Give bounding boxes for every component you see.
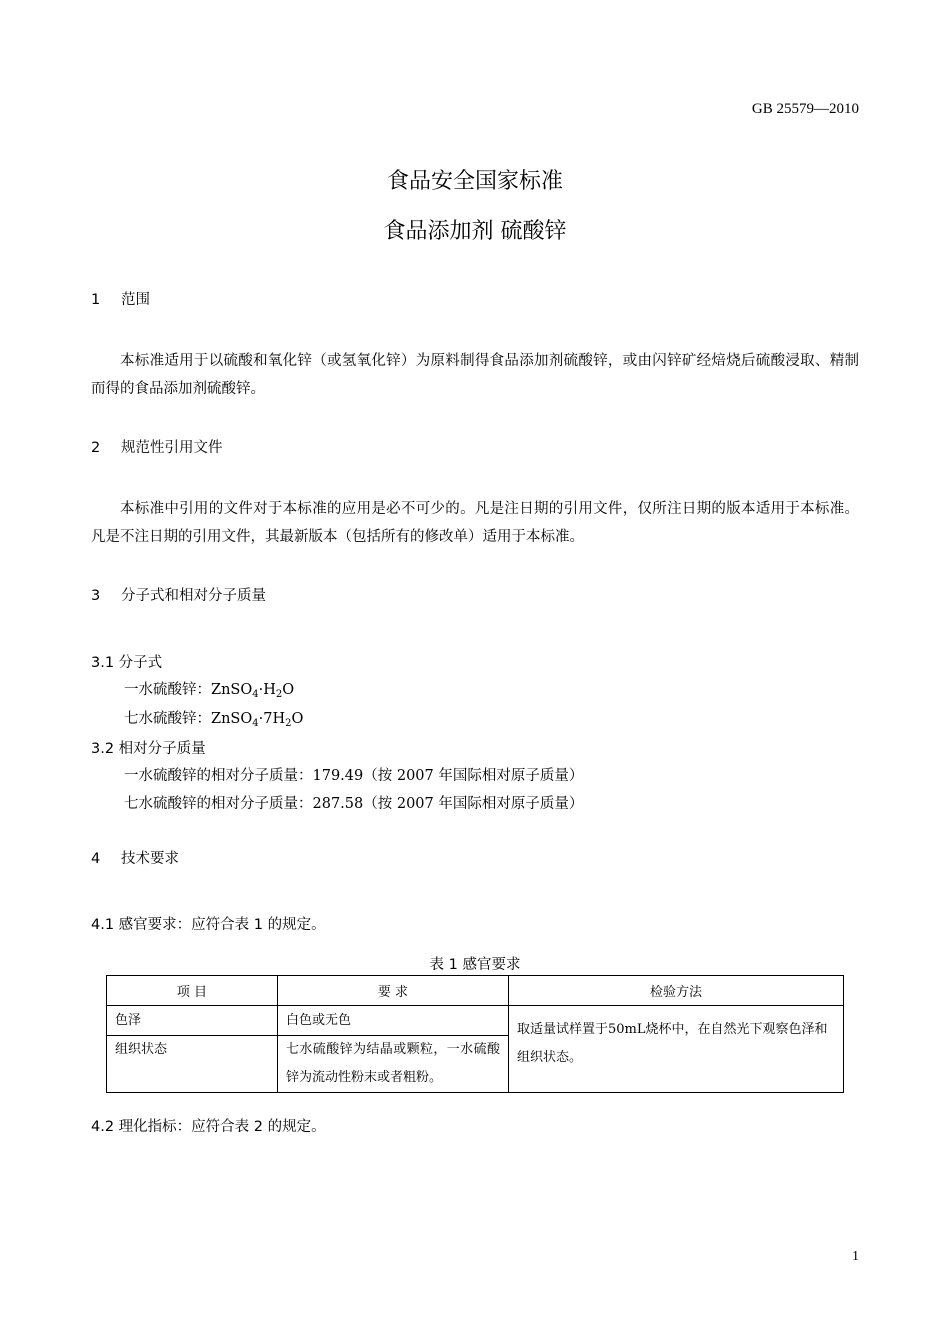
formula-part: ·7H [258, 711, 286, 727]
page-number: 1 [852, 1249, 859, 1264]
section-number: 3 [91, 588, 101, 604]
sensory-requirements-table [106, 975, 844, 1093]
section-number: 1 [91, 292, 101, 308]
molecular-mass-heptahydrate: 七水硫酸锌的相对分子质量：287.58（按 2007 年国际相对原子质量） [124, 796, 584, 812]
section-title: 分子式和相对分子质量 [121, 588, 266, 604]
formula-subscript: 4 [252, 718, 259, 729]
formula-monohydrate [124, 678, 294, 700]
table-header-item: 项 目 [107, 976, 278, 1006]
section-2-text: 本标准中引用的文件对于本标准的应用是必不可少的。凡是注日期的引用文件，仅所注日期的版本适用于本标准。凡是不注日期的引用文件，其最新版本（包括所有的修改单）适用于本标准。 [91, 501, 859, 545]
formula-heptahydrate [124, 707, 303, 729]
table-header-requirement: 要 求 [278, 976, 509, 1006]
section-title: 范围 [121, 292, 150, 308]
section-4-heading [91, 847, 179, 868]
table-row [107, 1006, 844, 1036]
section-3-1-heading: 3.1 分子式 [91, 655, 163, 671]
section-1-text: 本标准适用于以硫酸和氧化锌（或氢氧化锌）为原料制得食品添加剂硫酸锌，或由闪锌矿经焙烧后硫酸浸取、精制而得的食品添加剂硫酸锌。 [91, 353, 859, 397]
section-3-heading [91, 584, 266, 605]
section-title: 技术要求 [121, 851, 179, 867]
section-number: 4 [91, 851, 101, 867]
section-3-2-heading: 3.2 相对分子质量 [91, 741, 206, 757]
table-cell-requirement: 白色或无色 [278, 1006, 509, 1036]
section-1-heading [91, 288, 150, 309]
formula-part: ZnSO [211, 711, 253, 727]
table-caption: 表 1 感官要求 [429, 957, 521, 973]
table-cell-requirement: 七水硫酸锌为结晶或颗粒，一水硫酸锌为流动性粉末或者粗粉。 [278, 1036, 509, 1093]
table-cell-method: 取适量试样置于50mL烧杯中，在自然光下观察色泽和组织状态。 [509, 1006, 844, 1093]
formula-part: ZnSO [211, 682, 253, 698]
table-header-method: 检验方法 [509, 976, 844, 1006]
standard-code: GB 25579—2010 [751, 101, 859, 117]
section-title: 规范性引用文件 [121, 440, 223, 456]
table-header-row [107, 976, 844, 1006]
section-number: 2 [91, 440, 101, 456]
document-title: 食品安全国家标准 [386, 169, 563, 194]
section-2-heading [91, 436, 223, 457]
section-4-2-text: 4.2 理化指标：应符合表 2 的规定。 [91, 1119, 326, 1135]
formula-part: O [282, 682, 295, 698]
table-cell-item: 色泽 [107, 1006, 278, 1036]
formula-part: O [291, 711, 304, 727]
molecular-mass-monohydrate: 一水硫酸锌的相对分子质量：179.49（按 2007 年国际相对原子质量） [124, 768, 584, 784]
formula-subscript: 2 [285, 718, 292, 729]
section-4-1-text: 4.1 感官要求：应符合表 1 的规定。 [91, 917, 326, 933]
formula-label: 七水硫酸锌： [124, 711, 211, 727]
formula-part: ·H [258, 682, 276, 698]
formula-subscript: 4 [252, 689, 259, 700]
table-cell-item: 组织状态 [107, 1036, 278, 1093]
formula-subscript: 2 [275, 689, 283, 700]
document-subtitle: 食品添加剂 硫酸锌 [383, 219, 567, 244]
formula-label: 一水硫酸锌： [124, 682, 211, 698]
